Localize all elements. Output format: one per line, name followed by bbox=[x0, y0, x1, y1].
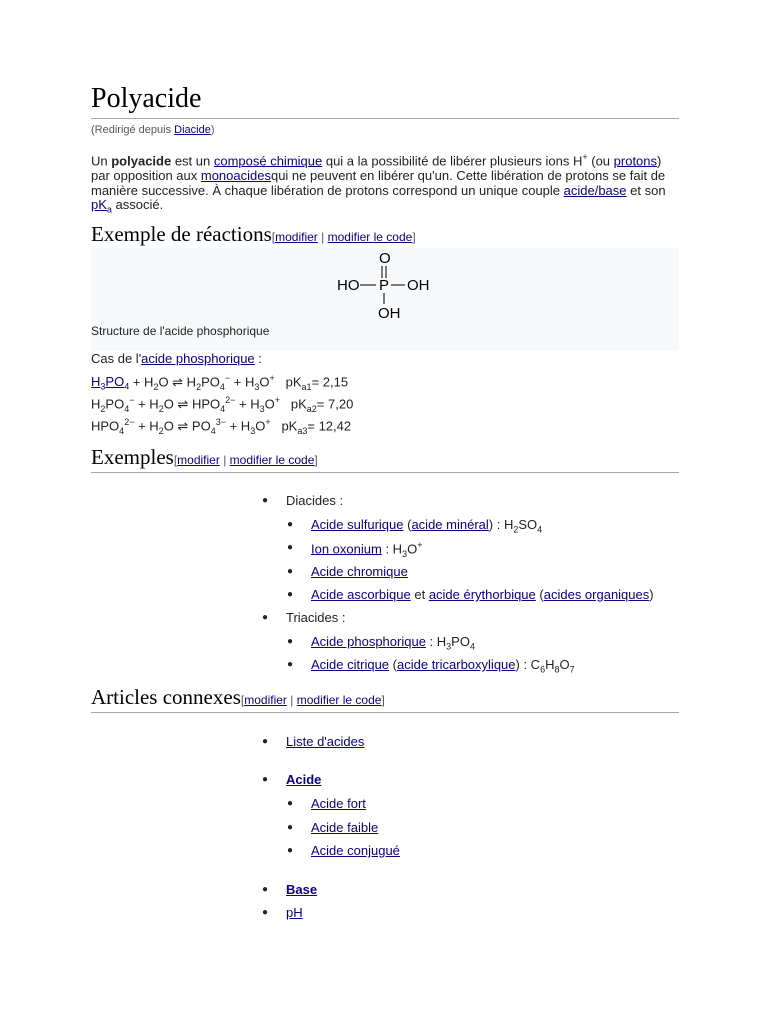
link-liste-acides[interactable]: Liste d'acides bbox=[286, 734, 365, 749]
section-heading-exemples: Exemples[modifier | modifier le code] bbox=[91, 445, 679, 473]
link-acide[interactable]: Acide bbox=[286, 772, 322, 787]
bullet: ● bbox=[287, 589, 294, 600]
bullet: ● bbox=[262, 774, 269, 785]
reactions-intro: Cas de l'acide phosphorique : bbox=[91, 351, 262, 366]
link-acides-organiques[interactable]: acides organiques bbox=[543, 587, 650, 602]
edit-link[interactable]: modifier bbox=[244, 693, 287, 707]
link-acide-phosphorique-2[interactable]: Acide phosphorique bbox=[311, 634, 426, 649]
bullet: ● bbox=[287, 519, 294, 530]
link-acide-mineral[interactable]: acide minéral bbox=[411, 517, 489, 532]
list-item bbox=[286, 882, 317, 897]
link-ion-oxonium[interactable]: Ion oxonium bbox=[311, 541, 382, 557]
list-item-acide-sulfurique: Acide sulfurique (acide minéral) : $H_2SO_4$ bbox=[311, 517, 543, 535]
link-acide-chromique[interactable]: Acide chromique bbox=[311, 564, 408, 579]
reaction-1: $H_3PO_4 + H_2O$ ⇌ $H_2PO_4^- + H_3O^+$ $pK_{a1}= 2,15$ bbox=[91, 373, 349, 392]
link-compose-chimique[interactable]: composé chimique bbox=[213, 153, 323, 169]
list-item bbox=[286, 734, 364, 749]
atom-o-top: O bbox=[379, 250, 391, 267]
bullet: ● bbox=[262, 495, 269, 506]
bullet: ● bbox=[287, 636, 294, 647]
bullet: ● bbox=[287, 822, 294, 833]
list-item-acide-chromique bbox=[311, 564, 408, 579]
edit-code-link[interactable]: modifier le code bbox=[327, 230, 413, 244]
link-acide-ascorbique[interactable]: Acide ascorbique bbox=[311, 587, 411, 602]
page-title: Polyacide bbox=[91, 82, 679, 119]
list-item bbox=[311, 796, 366, 811]
edit-code-link[interactable]: modifier le code bbox=[229, 453, 315, 467]
section-heading-reactions: Exemple de réactions[modifier | modifier le code] bbox=[91, 222, 679, 250]
list-item bbox=[311, 820, 378, 835]
list-item-acide-phosphorique: Acide phosphorique : $H_3PO_4$ bbox=[311, 634, 475, 652]
link-base[interactable]: Base bbox=[286, 882, 318, 897]
edit-code-link[interactable]: modifier le code bbox=[296, 693, 382, 707]
list-item-triacides: Triacides : bbox=[286, 610, 346, 625]
link-acide-sulfurique[interactable]: Acide sulfurique bbox=[311, 517, 404, 532]
edit-link[interactable]: modifier bbox=[275, 230, 318, 244]
atom-p: P bbox=[379, 277, 390, 294]
list-item-diacides: Diacides : bbox=[286, 493, 344, 508]
link-protons[interactable]: protons bbox=[613, 153, 658, 169]
bullet: ● bbox=[287, 542, 294, 553]
link-monoacides[interactable]: monoacides bbox=[200, 167, 271, 183]
link-acide-fort[interactable]: Acide fort bbox=[311, 796, 366, 811]
link-acide-base[interactable]: acide/base bbox=[563, 182, 627, 198]
term-bold: polyacide bbox=[111, 153, 172, 169]
bullet: ● bbox=[287, 798, 294, 809]
bullet: ● bbox=[287, 566, 294, 577]
section-heading-articles-connexes: Articles connexes[modifier | modifier le code] bbox=[91, 685, 679, 713]
bullet: ● bbox=[262, 884, 269, 895]
bullet: ● bbox=[262, 736, 269, 747]
link-acide-citrique[interactable]: Acide citrique bbox=[311, 657, 390, 672]
reaction-3: $HPO_4^{2-} + H_2O$ ⇌ $PO_4^{3-} + H_3O^+$ $pK_{a3}= 12,42$ bbox=[91, 417, 352, 436]
list-item bbox=[286, 905, 303, 920]
redirect-link[interactable]: Diacide bbox=[174, 124, 211, 136]
phosphoric-acid-structure bbox=[323, 248, 443, 322]
list-item bbox=[311, 843, 400, 858]
figure-caption: Structure de l'acide phosphorique bbox=[91, 324, 270, 338]
link-acide-erythorbique[interactable]: acide érythorbique bbox=[428, 587, 536, 602]
reaction-2: $H_2PO_4^- + H_2O$ ⇌ $HPO_4^{2-} + H_3O^+$ $pK_{a2}= 7,20$ bbox=[91, 395, 354, 414]
link-acide-conjugue[interactable]: Acide conjugué bbox=[311, 843, 400, 858]
list-item-acide-ascorbique: Acide ascorbique et acide érythorbique (acides organiques) bbox=[311, 587, 654, 602]
redirect-note: (Redirigé depuis Diacide) bbox=[91, 124, 215, 136]
link-h3po4[interactable]: $H_3PO_4$ bbox=[91, 374, 130, 392]
bullet: ● bbox=[287, 845, 294, 856]
edit-link[interactable]: modifier bbox=[177, 453, 220, 467]
bullet: ● bbox=[287, 659, 294, 670]
bullet: ● bbox=[262, 612, 269, 623]
intro-paragraph: Un polyacide est un composé chimique qui a la possibilité de libérer plusieurs ions H+ (ou protons) par opposition aux monoacidesqui ne peuvent en libérer qu'un. Cette libération de protons se fait de manière successive. À chaque libération de protons correspond un unique couple acide/base et son $pK_a$ associé. bbox=[91, 152, 666, 215]
link-acide-tricarboxylique[interactable]: acide tricarboxylique bbox=[397, 657, 516, 672]
list-item-acide-citrique: Acide citrique (acide tricarboxylique) : $C_6H_8O_7$ bbox=[311, 657, 575, 675]
link-acide-phosphorique[interactable]: acide phosphorique bbox=[141, 351, 255, 366]
link-pka[interactable]: $pK_a$ bbox=[91, 197, 112, 215]
link-acide-faible[interactable]: Acide faible bbox=[311, 820, 379, 835]
figure-box bbox=[91, 248, 679, 351]
bullet: ● bbox=[262, 907, 269, 918]
atom-oh-right: OH bbox=[407, 277, 430, 294]
link-ph[interactable]: pH bbox=[286, 905, 303, 920]
atom-ho-left: HO bbox=[337, 277, 360, 294]
atom-oh-bottom: OH bbox=[378, 305, 401, 322]
list-item bbox=[286, 772, 321, 787]
list-item-ion-oxonium: Ion oxonium : $H_3O^+$ bbox=[311, 540, 423, 559]
